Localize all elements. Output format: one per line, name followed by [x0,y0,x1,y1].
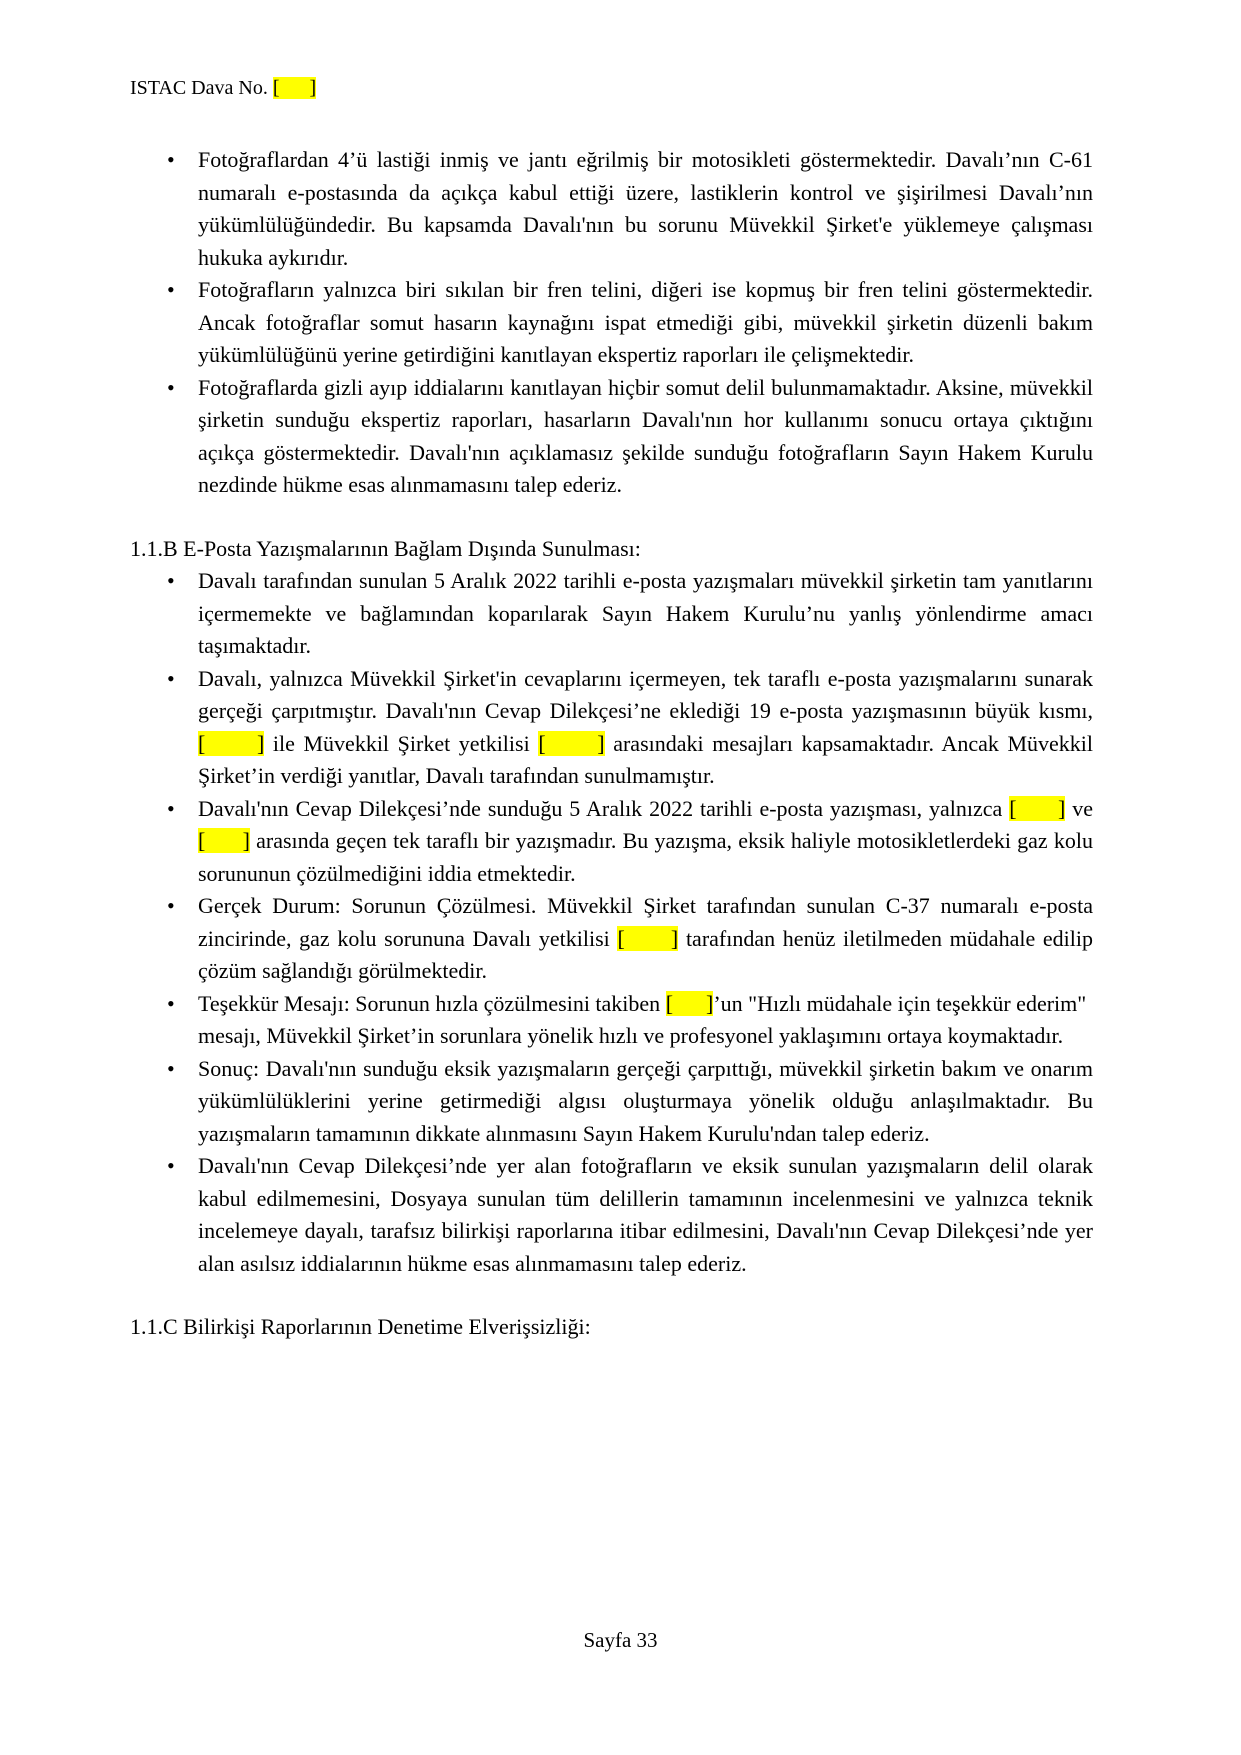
highlight-placeholder: [ ] [617,925,679,951]
list-item [130,988,1093,1053]
page-number: Sayfa 33 [583,1628,658,1652]
highlight-placeholder: [ ] [538,730,605,756]
text-segment: Sonuç: Davalı'nın sunduğu eksik yazışmaların gerçeği çarpıttığı, müvekkil şirketin bakım ve onarım yükümlülüklerini yerine getirmediği algısı oluşturmaya yönelik olduğu anlaşılmaktadır. Bu yazışmaların tamamının dikkate alınmasını Sayın Hakem Kurulu'ndan talep ederiz. [198,1055,1093,1146]
highlight-placeholder: [ ] [198,730,265,756]
document-body [130,144,1093,1344]
list-item [130,890,1093,988]
list-item [130,793,1093,891]
list-item [130,372,1093,502]
text-segment: Davalı'nın Cevap Dilekçesi’nde yer alan fotoğrafların ve eksik sunulan yazışmaların delil olarak kabul edilmemesini, Dosyaya sunulan tüm delillerin tamamının incelenmesini ve yalnızca teknik incelemeye dayalı, tarafsız bilirkişi raporlarına itibar edilmesini, Davalı'nın Cevap Dilekçesi’nde yer alan asılsız iddialarının hükme esas alınmamasını talep ederiz. [198,1153,1093,1276]
text-segment: Teşekkür Mesajı: Sorunun hızla çözülmesini takiben [198,990,666,1016]
text-segment: Fotoğraflardan 4’ü lastiği inmiş ve jantı eğrilmiş bir motosikleti göstermektedir. Davalı’nın C-61 numaralı e-postasında da açıkça kabul ettiği üzere, lastiklerin kontrol ve şişirilmesi Davalı’nın yükümlülüğündedir. Bu kapsamda Davalı'nın bu sorunu Müvekkil Şirket'e yüklemeye çalışması hukuka aykırıdır. [198,147,1093,270]
text-segment: ve [1065,795,1094,821]
text-segment: Gerçek Durum: Sorunun Çözülmesi. Müvekkil Şirket tarafından sunulan C-37 numaralı e-posta zincirinde, gaz kolu sorununa Davalı yetkilisi [198,893,1093,951]
highlight-placeholder: [ ] [1009,795,1066,821]
highlight-placeholder: [ ] [198,828,250,853]
highlight-placeholder: [ ] [665,990,714,1016]
document-page [130,74,1093,1344]
list-item [130,274,1093,372]
text-segment: Davalı'nın Cevap Dilekçesi’nde sunduğu 5 Aralık 2022 tarihli e-posta yazışması, yalnızca [198,795,1010,821]
section-heading-1-1-b: 1.1.B E-Posta Yazışmalarının Bağlam Dışında Sunulması: [130,535,641,561]
text-segment: tarafından henüz iletilmeden müdahale edilip çözüm sağlandığı görülmektedir. [198,925,1093,983]
list-item [130,663,1093,793]
text-segment: arasındaki mesajları kapsamaktadır. Ancak Müvekkil Şirket’in verdiği yanıtlar, Davalı tarafından sunulmamıştır. [198,730,1093,788]
list-item [130,1150,1093,1280]
text-segment: Davalı tarafından sunulan 5 Aralık 2022 tarihli e-posta yazışmaları müvekkil şirketin tam yanıtlarını içermemekte ve bağlamından koparılarak Sayın Hakem Kurulu’nu yanlış yönlendirme amacı taşımaktadır. [198,568,1093,658]
text-segment: ile Müvekkil Şirket yetkilisi [264,730,539,756]
text-segment: Davalı, yalnızca Müvekkil Şirket'in cevaplarını içermeyen, tek taraflı e-posta yazışmalarını sunarak gerçeği çarpıtmıştır. Davalı'nın Cevap Dilekçesi’ne eklediği 19 e-posta yazışmasının büyük kısmı, [198,665,1093,723]
highlight-placeholder: [ ] [272,77,317,99]
list-item [130,565,1093,663]
bullet-list-email-correspondence [130,565,1093,1280]
text-segment: Fotoğrafların yalnızca biri sıkılan bir fren telini, diğeri ise kopmuş bir fren telini göstermektedir. Ancak fotoğraflar somut hasarın kaynağını ispat etmediği gibi, müvekkil şirketin düzenli bakım yükümlülüğünü yerine getirdiğini kanıtlayan ekspertiz raporları ile çelişmektedir. [198,277,1093,367]
text-segment: ISTAC Dava No. [130,77,273,99]
list-item [130,144,1093,274]
text-segment: ’un "Hızlı müdahale için teşekkür ederim" mesajı, Müvekkil Şirket’in sorunlara yönelik hızlı ve profesyonel yaklaşımını ortaya koymaktadır. [198,990,1087,1048]
bullet-list-photographs [130,144,1093,502]
text-segment: arasında geçen tek taraflı bir yazışmadır. Bu yazışma, eksik haliyle motosikletlerdeki gaz kolu sorununun çözülmediğini iddia etmektedir. [198,828,1093,886]
text-segment: Fotoğraflarda gizli ayıp iddialarını kanıtlayan hiçbir somut delil bulunmamaktadır. Aksine, müvekkil şirketin sunduğu ekspertiz raporları, hasarların Davalı'nın hor kullanımı sonucu ortaya çıktığını açıkça göstermektedir. Davalı'nın açıklamasız şekilde sunduğu fotoğrafların Sayın Hakem Kurulu nezdinde hükme esas alınmamasını talep ederiz. [198,374,1093,497]
section-heading-1-1-c: 1.1.C Bilirkişi Raporlarının Denetime Elverişsizliği: [130,1314,591,1339]
list-item [130,1053,1093,1151]
document-header-case-number [130,74,1093,102]
